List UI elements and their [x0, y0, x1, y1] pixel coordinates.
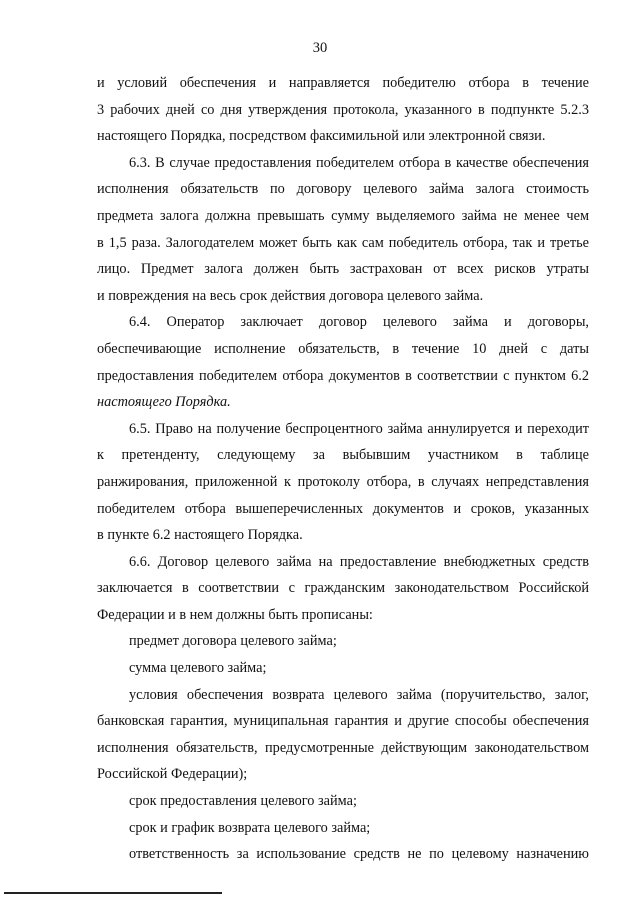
- list-item: сумма целевого займа;: [129, 660, 267, 677]
- list-item: срок и график возврата целевого займа;: [129, 819, 371, 836]
- text-line: 6.4. Оператор заключает договор целевого займа и договоры,: [129, 314, 589, 331]
- page-number: 30: [312, 40, 328, 56]
- text-line: предоставления победителем отбора документов в соответствии с пунктом 6.2: [97, 367, 589, 384]
- text-line: 3 рабочих дней со дня утверждения протокола, указанного в подпункте 5.2.3: [97, 101, 589, 118]
- list-item: предмет договора целевого займа;: [129, 633, 337, 650]
- text-line: настоящего Порядка, посредством факсимильной или электронной связи.: [97, 128, 546, 145]
- text-line: 6.6. Договор целевого займа на предоставление внебюджетных средств: [129, 553, 589, 570]
- text-line: настоящего Порядка.: [97, 394, 231, 411]
- text-line: Федерации и в нем должны быть прописаны:: [97, 606, 373, 623]
- text-line: 6.5. Право на получение беспроцентного займа аннулируется и переходит: [129, 420, 589, 437]
- list-item-continued: [97, 841, 589, 868]
- text-line: ответственность за использование средств не по целевому назначению: [129, 846, 589, 863]
- list-item-multiline: [97, 682, 589, 788]
- paragraph-continuation: [97, 70, 589, 150]
- text-line: и условий обеспечения и направляется победителю отбора в течение: [97, 75, 589, 91]
- paragraph-6-6: [97, 549, 589, 629]
- text-line: победителем отбора вышеперечисленных документов и сроков, указанных: [97, 500, 589, 517]
- text-line: в 1,5 раза. Залогодателем может быть как сам победитель отбора, так и третье: [97, 234, 589, 251]
- paragraph-6-4: [97, 309, 589, 415]
- text-line: и повреждения на весь срок действия договора целевого займа.: [97, 287, 484, 304]
- text-line: Российской Федерации);: [97, 766, 248, 783]
- text-line: 6.3. В случае предоставления победителем отбора в качестве обеспечения: [129, 154, 589, 171]
- text-line: исполнения обязательств, предусмотренные действующим законодательством: [97, 739, 589, 756]
- text-line: к претенденту, следующему за выбывшим участником в таблице: [97, 447, 589, 464]
- document-body: [97, 70, 589, 868]
- text-line: условия обеспечения возврата целевого займа (поручительство, залог,: [129, 686, 589, 703]
- text-line: банковская гарантия, муниципальная гарантия и другие способы обеспечения: [97, 713, 589, 730]
- text-line: заключается в соответствии с гражданским законодательством Российской: [97, 580, 589, 597]
- text-line: предмета залога должна превышать сумму выделяемого займа не менее чем: [97, 207, 589, 224]
- text-line: ранжирования, приложенной к протоколу отбора, в случаях непредставления: [97, 473, 589, 490]
- text-line: исполнения обязательств по договору целевого займа залога стоимость: [97, 181, 589, 198]
- footer-divider: [4, 892, 222, 894]
- paragraph-6-5: [97, 416, 589, 549]
- text-line: обеспечивающие исполнение обязательств, в течение 10 дней с даты: [97, 340, 589, 357]
- text-line: лицо. Предмет залога должен быть застрахован от всех рисков утраты: [97, 261, 589, 278]
- paragraph-6-3: [97, 150, 589, 310]
- text-line: в пункте 6.2 настоящего Порядка.: [97, 527, 303, 544]
- list-item: срок предоставления целевого займа;: [129, 793, 357, 810]
